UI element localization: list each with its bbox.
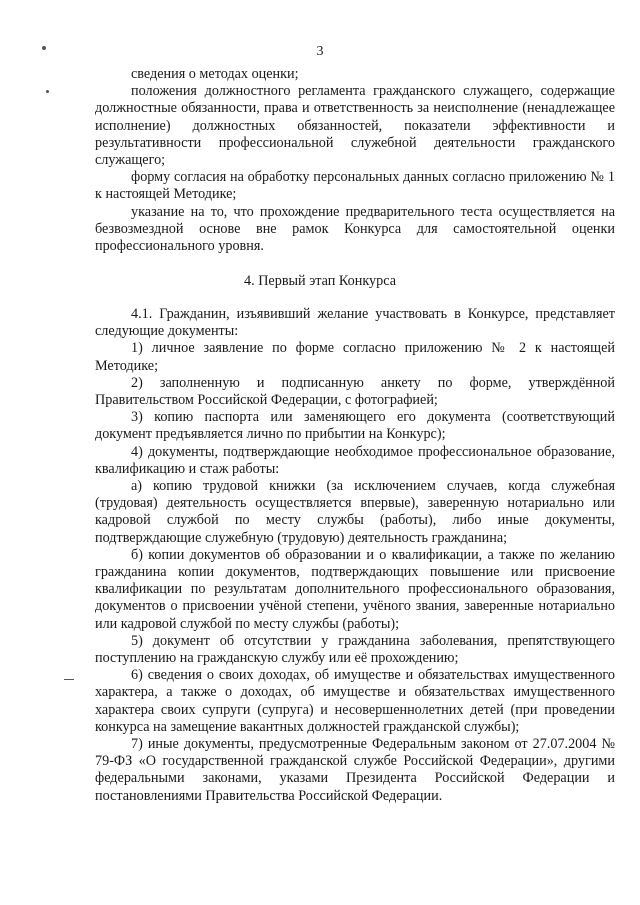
paragraph: 2) заполненную и подписанную анкету по форме, утверждённой Правительством Российской Федерации, с фотографией; bbox=[95, 374, 615, 409]
paragraph: 6) сведения о своих доходах, об имуществе и обязательствах имущественного характера, а также о доходах, об имуществе и обязательствах имущественного характера своих супруги (супруга) и несовершеннолетних детей (при проведении конкурса на замещение вакантных должностей гражданской службы); bbox=[95, 667, 615, 735]
paragraph: 4.1. Гражданин, изъявивший желание участвовать в Конкурсе, представляет следующие документы: bbox=[95, 306, 615, 340]
paragraph: 4) документы, подтверждающие необходимое профессиональное образование, квалификацию и стаж работы: bbox=[95, 443, 615, 477]
scan-mark bbox=[46, 90, 49, 93]
page-number: 3 bbox=[316, 44, 324, 59]
paragraph: 5) документ об отсутствии у гражданина заболевания, препятствующего поступлению на гражданскую службу или её прохождению; bbox=[95, 632, 615, 667]
paragraph: 3) копию паспорта или заменяющего его документа (соответствующий документ предъявляется лично по прибытии на Конкурс); bbox=[95, 409, 615, 443]
section-heading: 4. Первый этап Конкурса bbox=[244, 273, 396, 289]
scan-mark bbox=[64, 679, 74, 680]
section-text bbox=[95, 306, 615, 805]
paragraph: указание на то, что прохождение предварительного теста осуществляется на безвозмездной основе вне рамок Конкурса для самостоятельной оценки профессионального уровня. bbox=[95, 203, 615, 255]
paragraph: б) копии документов об образовании и о квалификации, а также по желанию гражданина копии документов, подтверждающих повышение или присвоение квалификации по результатам дополнительного профессионального образования, документов о присвоении учёной степени, учёного звания, заверенные нотариально или кадровой службой по месту службы (работы); bbox=[95, 546, 615, 632]
intro-text bbox=[95, 66, 615, 255]
paragraph: форму согласия на обработку персональных данных согласно приложению № 1 к настоящей Методике; bbox=[95, 169, 615, 203]
paragraph: а) копию трудовой книжки (за исключением случаев, когда служебная (трудовая) деятельность осуществляется впервые), заверенную нотариально или кадровой службой по месту службы (работы), либо иные документы, подтверждающие служебную (трудовую) деятельность гражданина; bbox=[95, 478, 615, 546]
paragraph: 1) личное заявление по форме согласно приложению № 2 к настоящей Методике; bbox=[95, 340, 615, 374]
paragraph: положения должностного регламента гражданского служащего, содержащие должностные обязанности, права и ответственность за неисполнение (ненадлежащее исполнение) должностных обязанностей, показатели эффективности и результативности профессиональной служебной деятельности гражданского служащего; bbox=[95, 83, 615, 169]
paragraph: 7) иные документы, предусмотренные Федеральным законом от 27.07.2004 № 79-ФЗ «О государственной гражданской службе Российской Федерации», другими федеральными законами, указами Президента Российской Федерации и постановлениями Правительства Российской Федерации. bbox=[95, 736, 615, 804]
paragraph: сведения о методах оценки; bbox=[131, 66, 299, 82]
